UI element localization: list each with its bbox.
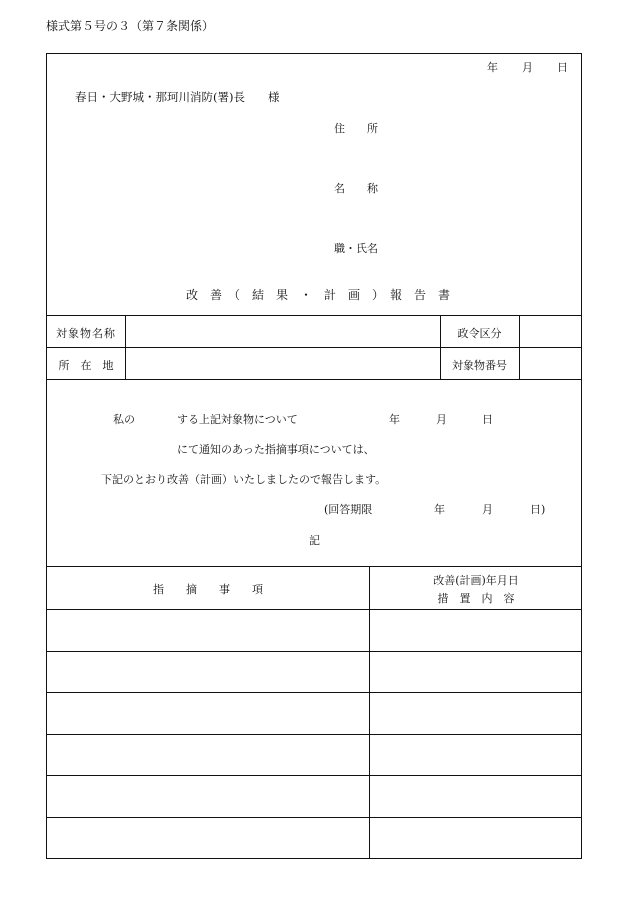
deadline-year: 年 [434,503,445,516]
measure-cell[interactable] [375,738,577,772]
ordinance-label: 政令区分 [457,327,502,340]
divider-table-header [47,609,582,610]
object-number-label: 対象物番号 [452,359,507,372]
body-watashi: 私の [113,413,135,426]
divider-value-col [519,315,520,379]
row-divider-3 [47,734,582,735]
item-cell[interactable] [52,655,364,689]
divider-table-top [47,566,582,567]
body-line1: する上記対象物について [177,413,298,426]
body-line2: にて通知のあった指摘事項については、 [177,443,375,456]
measure-cell[interactable] [375,613,577,648]
body-year: 年 [389,413,400,426]
measure-cell[interactable] [375,779,577,814]
location-label: 所 在 地 [58,359,114,372]
row-divider-2 [47,692,582,693]
object-name-field[interactable] [130,318,436,344]
item-cell[interactable] [52,696,364,731]
divider-info-bottom [47,379,582,380]
col-header-measures: 措 置 内 容 [437,592,515,605]
row-divider-5 [47,817,582,818]
page-title: 改 善 （ 結 果 ・ 計 画 ） 報 告 書 [186,288,451,302]
item-cell[interactable] [52,613,364,648]
row-divider-4 [47,775,582,776]
col-header-date: 改善(計画)年月日 [433,574,519,587]
item-cell[interactable] [52,738,364,772]
sender-position-name-label: 職・氏名 [334,242,378,255]
item-cell[interactable] [52,821,364,855]
date-year: 年 [487,61,498,74]
body-month: 月 [436,413,447,426]
measure-cell[interactable] [375,821,577,855]
item-cell[interactable] [52,779,364,814]
row-divider-1 [47,651,582,652]
measure-cell[interactable] [375,696,577,731]
object-name-label: 対象物名称 [56,327,116,340]
col-header-items: 指 摘 事 項 [153,583,263,596]
deadline-month: 月 [482,503,493,516]
divider-info-top [47,315,582,316]
deadline-day: 日) [530,503,546,516]
date-month: 月 [522,61,533,74]
sender-address-label: 住 所 [334,122,378,135]
date-day: 日 [557,61,568,74]
sender-name-label: 名 称 [334,182,378,195]
deadline-label: (回答期限 [324,503,373,516]
addressee: 春日・大野城・那珂川消防(署)長 様 [75,90,280,104]
form-id: 様式第５号の３（第７条関係） [46,19,215,33]
measure-cell[interactable] [375,655,577,689]
divider-table-col [369,566,370,858]
ordinance-field[interactable] [522,318,578,344]
location-field[interactable] [130,350,436,376]
divider-label-col [125,315,126,379]
ki-heading: 記 [309,534,320,547]
divider-info-mid [47,347,582,348]
body-line3: 下記のとおり改善（計画）いたしましたので報告します。 [101,473,387,486]
body-day: 日 [482,413,493,426]
object-number-field[interactable] [522,350,578,376]
